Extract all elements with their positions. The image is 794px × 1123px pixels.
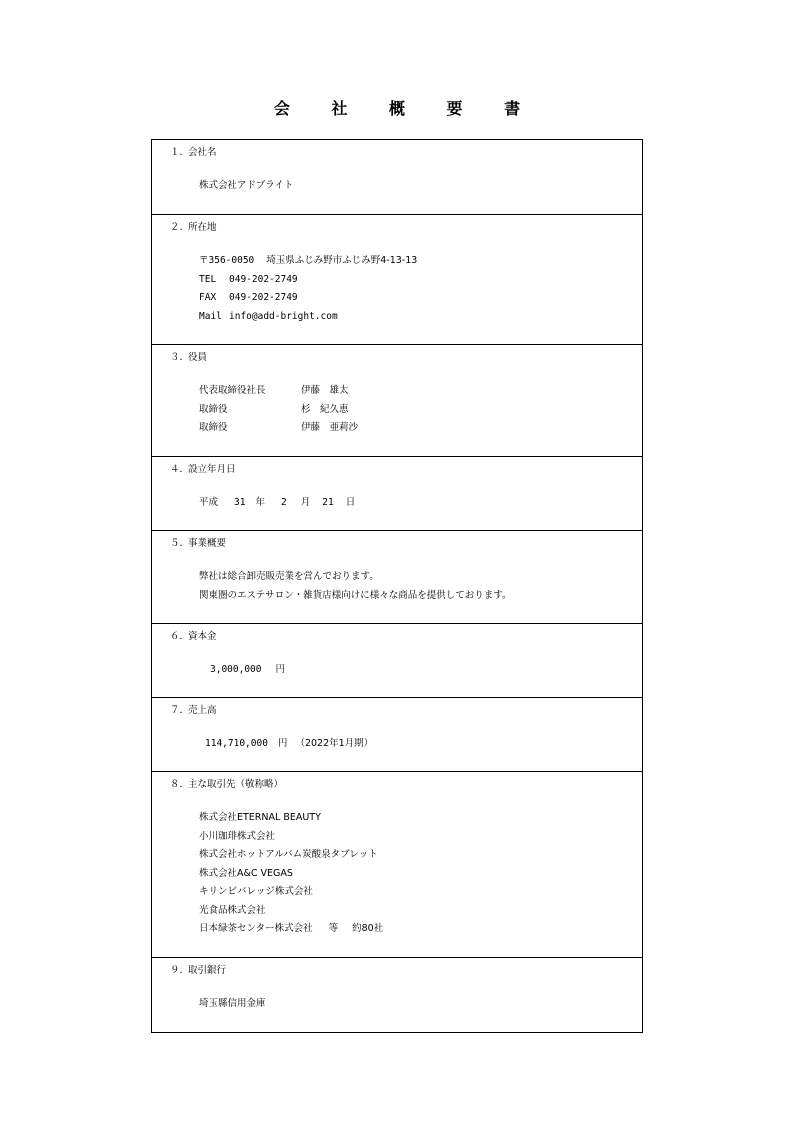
section-business [152,531,642,624]
officer-role: 取締役 [199,422,228,433]
officer-role: 代表取締役社長 [199,385,266,396]
officer-name: 伊藤 亜莉沙 [301,422,359,433]
section-heading [170,535,226,549]
officer-name: 伊藤 雄太 [301,385,349,396]
clients-etc: 等 [328,923,339,934]
mail-label: Mail [199,310,222,322]
sales-unit: 円 [277,738,288,749]
capital-amount [210,661,285,680]
section-number: ４． [170,464,190,475]
section-heading [170,144,217,158]
officer-row [199,382,358,401]
client-item: キリンビバレッジ株式会社 [199,886,313,897]
client-item: 株式会社A&C VEGAS [199,867,293,879]
section-number: ５． [170,538,190,549]
address-line [199,252,417,271]
section-label: 資本金 [188,631,217,642]
section-heading [170,776,283,790]
business-line: 関東圏のエステサロン・雑貨店様向けに様々な商品を提供しております。 [199,589,512,601]
section-label: 設立年月日 [188,464,236,475]
sales-value: 114,710,000 [205,738,268,749]
section-number: ９． [170,965,190,976]
era: 平成 [199,497,219,508]
client-item-last [199,920,383,939]
tel-label: TEL [199,273,217,285]
section-label: 取引銀行 [188,965,227,976]
section-company-name [152,140,642,215]
section-label: 売上高 [188,705,217,716]
client-item: 日本緑茶センター株式会社 [199,923,313,934]
section-sales [152,698,642,772]
section-established [152,457,642,531]
section-number: ７． [170,705,190,716]
officer-row [199,401,358,420]
client-item: 光食品株式会社 [199,904,266,916]
section-officers [152,345,642,457]
fax-number: 049-202-2749 [229,292,298,303]
fax-line [199,289,417,308]
postal-code: 〒356-0050 [199,255,255,266]
section-number: ６． [170,631,190,642]
officer-name: 杉 紀久恵 [301,403,349,415]
officer-row [199,419,358,438]
section-number: ２． [170,222,190,233]
section-number: ８． [170,779,190,790]
bank-name: 埼玉縣信用金庫 [199,998,266,1009]
section-capital [152,624,642,698]
section-label: 所在地 [188,222,217,233]
section-heading [170,349,207,363]
established-date [199,494,355,513]
year: 31 [234,497,246,508]
business-line: 弊社は総合卸売販売業を営んでおります。 [199,571,379,582]
officer-role: 取締役 [199,403,228,415]
clients-total: 約80社 [352,923,384,934]
capital-value: 3,000,000 [210,664,262,675]
client-item: 小川珈琲株式会社 [199,830,276,842]
section-label: 主な取引先（敬称略） [188,779,284,790]
section-address [152,215,642,345]
sales-period: （2022年1月期） [295,738,374,749]
fax-label: FAX [199,292,217,303]
day: 21 [322,497,334,508]
section-bank [152,958,642,1032]
section-number: １． [170,147,190,158]
section-heading [170,628,217,642]
sales-amount [205,735,373,754]
section-clients [152,772,642,958]
client-item: 株式会社ETERNAL BEAUTY [199,812,321,823]
mail-address[interactable]: info@add-bright.com [229,310,338,322]
month-unit: 月 [300,497,311,508]
section-label: 事業概要 [188,538,227,549]
mail-line [199,308,417,327]
capital-unit: 円 [275,664,285,675]
company-name: 株式会社アドブライト [199,180,294,191]
section-heading [170,219,217,233]
tel-number: 049-202-2749 [229,273,298,285]
section-heading [170,461,236,475]
section-label: 役員 [188,352,208,363]
address: 埼玉県ふじみ野市ふじみ野4-13-13 [266,255,418,266]
section-heading [170,702,217,716]
year-unit: 年 [255,497,265,508]
company-profile-table [151,139,643,1033]
section-heading [170,962,226,976]
day-unit: 日 [345,497,356,508]
tel-line [199,271,417,290]
document-title: 会 社 概 要 書 [273,99,539,118]
section-number: ３． [170,352,190,363]
month: 2 [280,497,287,508]
client-item: 株式会社ホットアルバム炭酸泉タブレット [199,849,378,860]
section-label: 会社名 [188,147,217,158]
